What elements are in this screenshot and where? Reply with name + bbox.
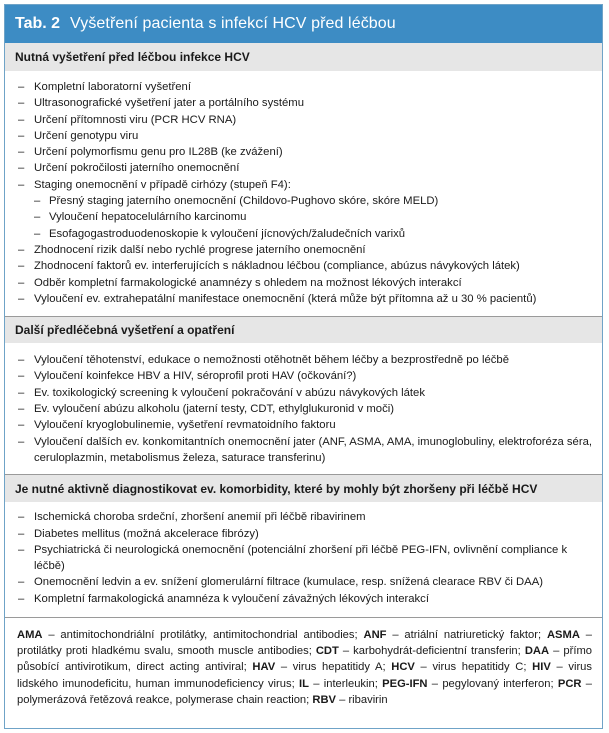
abbreviation-definition: přímo působící antivirotikum, direct acting antiviral — [17, 645, 593, 674]
abbreviation-definition: virus lidského imunodeficitu, human immunodeficiency virus — [17, 661, 592, 690]
list-item: – Ev. toxikologický screening k vyloučení pokračování v abúzu návykových látek — [5, 385, 602, 401]
abbreviation-definition: atriální natriuretický faktor — [404, 629, 538, 642]
list-item: – Vyloučení koinfekce HBV a HIV, séroprofil proti HAV (očkování?) — [5, 368, 602, 384]
abbreviation: ASMA — [546, 629, 580, 642]
table-title: Vyšetření pacienta s infekcí HCV před léčbou — [70, 15, 396, 32]
list-item: – Vyloučení kryoglobulinemie, vyšetření revmatoidního faktoru — [5, 417, 602, 433]
list-item: – Vyloučení dalších ev. konkomitantních onemocnění jater (ANF, ASMA, AMA, imunoglobuliny, elektroforéza séra, ceruloplazmin, metabolismus železa, saturace transferinu) — [5, 434, 602, 467]
list-item: – Onemocnění ledvin a ev. snížení glomerulární filtrace (kumulace, resp. snížená clearace RBV či DAA) — [5, 574, 602, 590]
list-item: – Ev. vyloučení abúzu alkoholu (jaterní testy, CDT, ethylglukuronid v moči) — [5, 401, 602, 417]
abbreviation-definition: antimitochondriální protilátky, antimitochondrial antibodies — [60, 629, 355, 642]
list-item: – Určení pokročilosti jaterního onemocnění — [5, 160, 602, 176]
abbreviation: AMA — [17, 629, 43, 642]
abbreviation-definition: pegylovaný interferon — [442, 677, 551, 690]
section-heading: Nutná vyšetření před léčbou infekce HCV — [5, 43, 602, 71]
list-item: – Diabetes mellitus (možná akcelerace fibrózy) — [5, 526, 602, 542]
abbreviation-definition: interleukin — [323, 677, 375, 690]
abbreviation: ANF — [363, 629, 387, 642]
list-item: – Kompletní laboratorní vyšetření — [5, 79, 602, 95]
list-item: – Vyloučení těhotenství, edukace o nemožnosti otěhotnět během léčby a bezprostředně po léčbě — [5, 352, 602, 368]
list-item: – Zhodnocení rizik další nebo rychlé progrese jaterního onemocnění — [5, 242, 602, 258]
list-item: – Ischemická choroba srdeční, zhoršení anemií při léčbě ribavirinem — [5, 509, 602, 525]
abbreviation-definition: virus hepatitidy A — [292, 661, 383, 674]
abbreviation: PCR — [557, 677, 582, 690]
list-item: – Určení polymorfismu genu pro IL28B (ke zvážení) — [5, 144, 602, 160]
list-item: – Odběr kompletní farmakologické anamnézy s ohledem na možnost lékových interakcí — [5, 275, 602, 291]
list-item: – Určení přítomnosti viru (PCR HCV RNA) — [5, 112, 602, 128]
abbreviation: HAV — [252, 661, 276, 674]
abbreviation-definition: ribavirin — [348, 693, 388, 706]
sub-list-item: – Esofagogastroduodenoskopie k vyloučení jícnových/žaludečních varixů — [5, 226, 602, 242]
section-heading: Je nutné aktivně diagnostikovat ev. komorbidity, které by mohly být zhoršeny při léčbě HCV — [5, 474, 602, 502]
abbreviation: PEG-IFN — [382, 677, 428, 690]
table-title-bar — [5, 5, 602, 43]
table-frame — [4, 4, 603, 729]
sub-list-item: – Přesný staging jaterního onemocnění (Childovo-Pughovo skóre, skóre MELD) — [5, 193, 602, 209]
table-number: Tab. 2 — [15, 15, 61, 32]
section-list — [5, 502, 602, 617]
list-item: – Kompletní farmakologická anamnéza k vyloučení závažných lékových interakcí — [5, 591, 602, 607]
abbreviations-footnote: AMA – antimitochondriální protilátky, antimitochondrial antibodies; ANF – atriální natriuretický faktor; ASMA – protilátky proti hladkému svalu, smooth muscle antibodies; CDT – karbohydrát-deficientní transferin; DAA – přímo působící antivirotikum, direct acting antiviral; HAV – virus hepatitidy A; HCV – virus hepatitidy C; HIV – virus lidského imunodeficitu, human immunodeficiency virus; IL – interleukin; PEG-IFN – pegylovaný interferon; PCR – polymerázová řetězová reakce, polymerase chain reaction; RBV – ribavirin — [5, 617, 602, 708]
abbreviation: HCV — [391, 661, 415, 674]
abbreviation: RBV — [312, 693, 336, 706]
list-item: – Vyloučení ev. extrahepatální manifestace onemocnění (která může být přítomna až u 30 % pacientů) — [5, 291, 602, 307]
list-item: – Staging onemocnění v případě cirhózy (stupeň F4): — [5, 177, 602, 193]
abbreviation: IL — [298, 677, 309, 690]
section-list — [5, 343, 602, 474]
section-list — [5, 71, 602, 316]
abbreviation: DAA — [524, 645, 550, 658]
abbreviation: HIV — [532, 661, 551, 674]
list-item: – Zhodnocení faktorů ev. interferujících s nákladnou léčbou (compliance, abúzus návykových látek) — [5, 258, 602, 274]
abbreviation: CDT — [315, 645, 339, 658]
abbreviation-definition: virus hepatitidy C — [432, 661, 524, 674]
section-heading: Další předléčebná vyšetření a opatření — [5, 316, 602, 343]
list-item: – Psychiatrická či neurologická onemocnění (potenciální zhoršení při léčbě PEG-IFN, ovlivnění compliance k léčbě) — [5, 542, 602, 575]
abbreviation-definition: karbohydrát-deficientní transferin — [353, 645, 518, 658]
list-item: – Ultrasonografické vyšetření jater a portálního systému — [5, 95, 602, 111]
list-item: – Určení genotypu viru — [5, 128, 602, 144]
sub-list-item: – Vyloučení hepatocelulárního karcinomu — [5, 209, 602, 225]
abbreviation-definition: protilátky proti hladkému svalu, smooth muscle antibodies — [17, 645, 309, 658]
abbreviation-definition: polymerázová řetězová reakce, polymerase chain reaction — [17, 693, 307, 706]
